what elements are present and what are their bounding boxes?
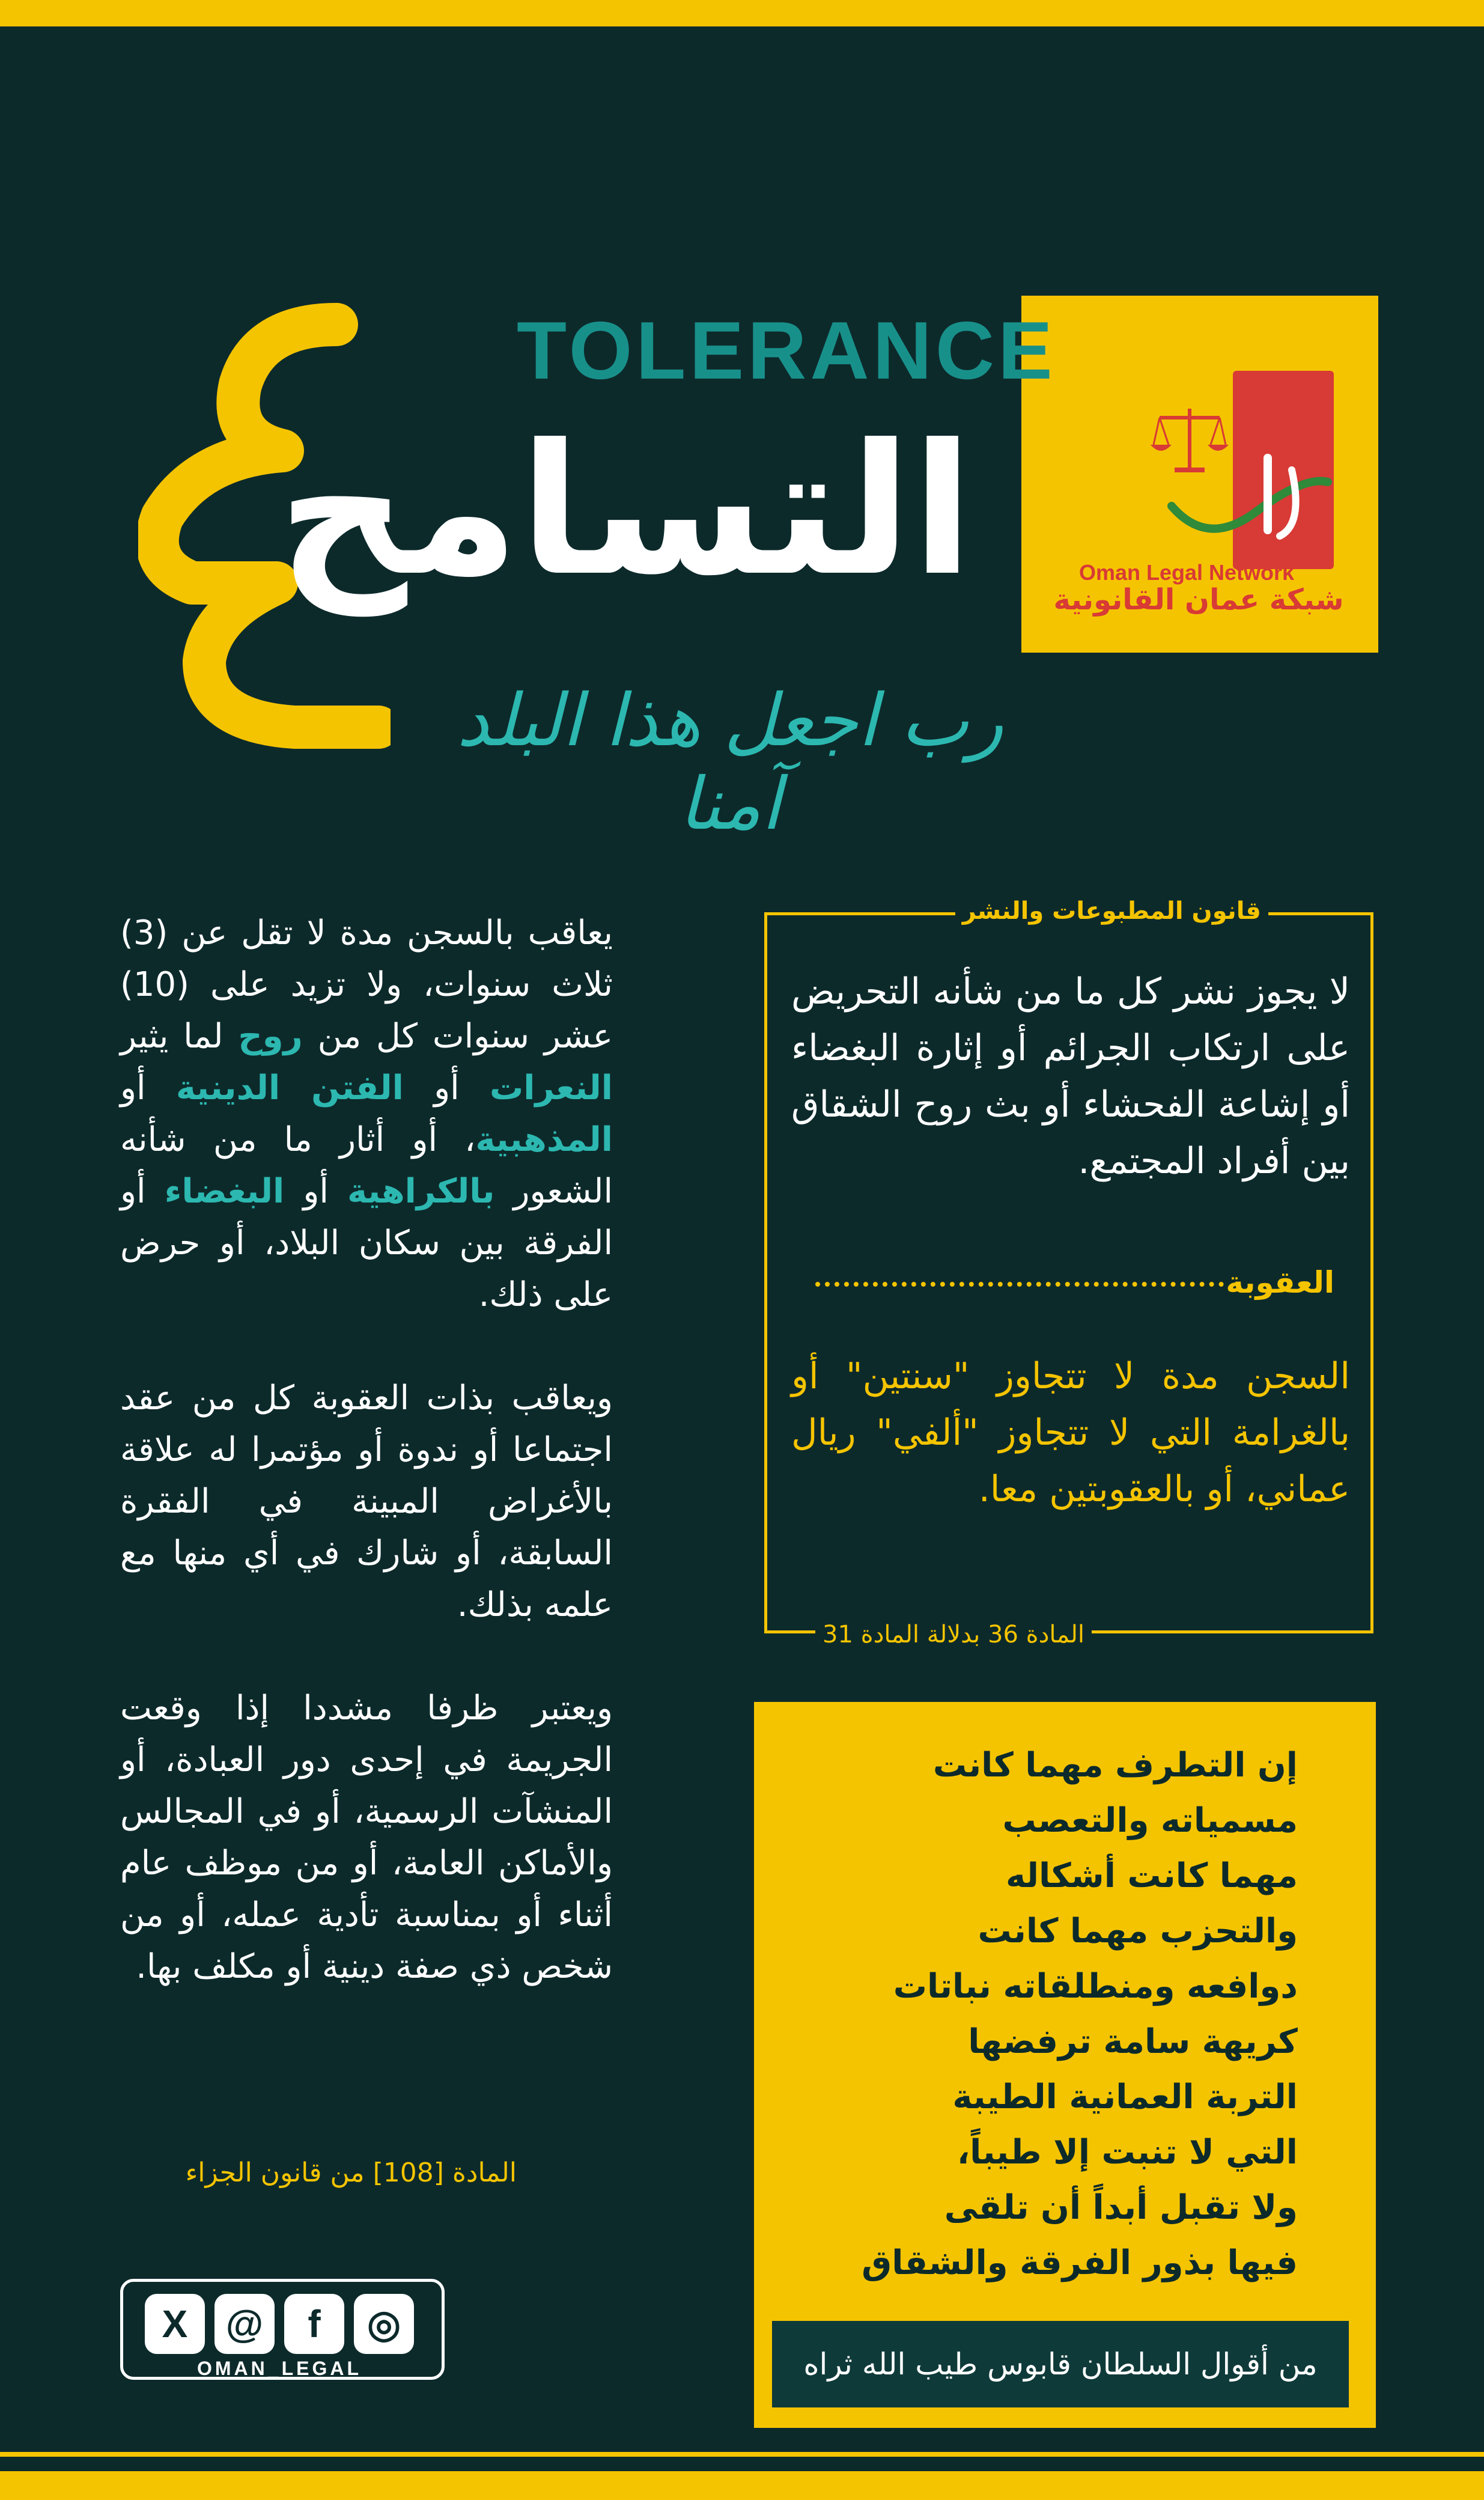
- penal-paragraph-2: ويعاقب بذات العقوبة كل من عقد اجتماعا أو ندوة أو مؤتمرا له علاقة بالأغراض المبينة في الفقرة السابقة، أو شارك في أي منها مع علمه بذلك.: [120, 1379, 613, 1624]
- quote-line: التربة العمانية الطيبة: [952, 2078, 1298, 2117]
- highlight-word: الفتن الدينية: [175, 1069, 404, 1108]
- penalty-text: السجن مدة لا تتجاوز "سنتين" أو بالغرامة التي لا تتجاوز "ألفي" ريال عماني، أو بالعقوبتين معا.: [791, 1355, 1350, 1510]
- press-law-box: [764, 897, 1373, 1648]
- penal-code-reference: المادة [108] من قانون الجزاء: [185, 2157, 517, 2188]
- title-english: TOLERANCE: [517, 305, 1056, 396]
- penal-paragraph-3: ويعتبر ظرفا مشددا إذا وقعت الجريمة في إحدى دور العبادة، أو المنشآت الرسمية، أو في المجالس والأماكن العامة، أو من موظف عام أثناء أو بمناسبة تأدية عمله، أو من شخص ذي صفة دينية أو مكلف بها.: [120, 1689, 613, 1986]
- quote-line: التي لا تنبت إلا طيباً،: [956, 2133, 1298, 2172]
- quote-line: ولا تقبل أبداً أن تلقى: [944, 2188, 1298, 2227]
- press-law-label: قانون المطبوعات والنشر: [955, 897, 1268, 925]
- facebook-icon[interactable]: f: [284, 2294, 344, 2354]
- highlight-word: المذهبية: [475, 1120, 613, 1159]
- social-icons: [145, 2294, 414, 2354]
- text-segment: يعاقب بالسجن مدة لا تقل عن (3) ثلاث سنوات، ولا تزيد على (10) عشر سنوات كل من: [120, 913, 613, 1056]
- penal-code-text: [120, 907, 613, 2044]
- dotted-divider: [815, 1282, 1224, 1287]
- text-segment: أو الفرقة بين سكان البلاد، أو حرض على ذلك.: [120, 1172, 613, 1314]
- logo-calligraphy-icon: [1160, 434, 1340, 554]
- quote-line: دوافعه ومنطلقاته نباتات: [893, 1967, 1298, 2006]
- quote-line: مسمياته والتعصب: [1002, 1801, 1298, 1840]
- penal-paragraph-1: [120, 907, 613, 1321]
- highlight-word: بالكراهية: [347, 1172, 495, 1211]
- social-handle: OMAN_LEGAL: [197, 2358, 362, 2379]
- calligraphy-verse: رب اجعل هذا البلد آمنا: [456, 679, 1004, 846]
- quote-source: من أقوال السلطان قابوس طيب الله ثراه: [772, 2321, 1349, 2407]
- highlight-word: البغضاء: [164, 1172, 285, 1211]
- highlight-word: روح: [238, 1017, 303, 1056]
- x-icon[interactable]: X: [145, 2294, 205, 2354]
- bottom-band: [0, 2471, 1484, 2500]
- sultan-quote-box: [754, 1702, 1376, 2428]
- quote-line: كريهة سامة ترفضها: [968, 2022, 1298, 2061]
- text-segment: أو: [403, 1069, 490, 1108]
- logo-arabic-name: شبكة عمان القانونية: [1053, 583, 1344, 617]
- top-band: [0, 0, 1484, 26]
- logo-english-name: Oman Legal Network: [1078, 560, 1295, 585]
- highlight-word: النعرات: [490, 1069, 613, 1108]
- press-law-text: لا يجوز نشر كل ما من شأنه التحريض على ارتكاب الجرائم أو إثارة البغضاء أو إشاعة الفحشاء أو بث روح الشقاق بين أفراد المجتمع.: [791, 971, 1350, 1182]
- text-segment: ، أو أثار ما من شأنه الشعور: [120, 1120, 613, 1211]
- text-segment: لما يثير: [120, 1017, 239, 1056]
- quote-line: والتحزب مهما كانت: [978, 1912, 1298, 1951]
- penalty-label: العقوبة: [1226, 1265, 1334, 1300]
- quote-line: مهما كانت أشكاله: [1006, 1856, 1298, 1895]
- oman-legal-network-logo: [1021, 296, 1378, 653]
- social-media-badge: [120, 2279, 445, 2380]
- bottom-thin-band: [0, 2452, 1484, 2457]
- press-law-article-reference: المادة 36 بدلالة المادة 31: [815, 1621, 1092, 1648]
- instagram-icon[interactable]: ◎: [354, 2294, 414, 2354]
- quote-line: فيها بذور الفرقة والشقاق: [862, 2243, 1298, 2282]
- text-segment: أو: [284, 1172, 348, 1211]
- threads-icon[interactable]: @: [214, 2294, 275, 2354]
- text-segment: أو: [120, 1069, 176, 1108]
- title-arabic: التسامح: [278, 406, 973, 615]
- quote-line: إن التطرف مهما كانت: [932, 1746, 1298, 1785]
- quote-text: [805, 1738, 1298, 2291]
